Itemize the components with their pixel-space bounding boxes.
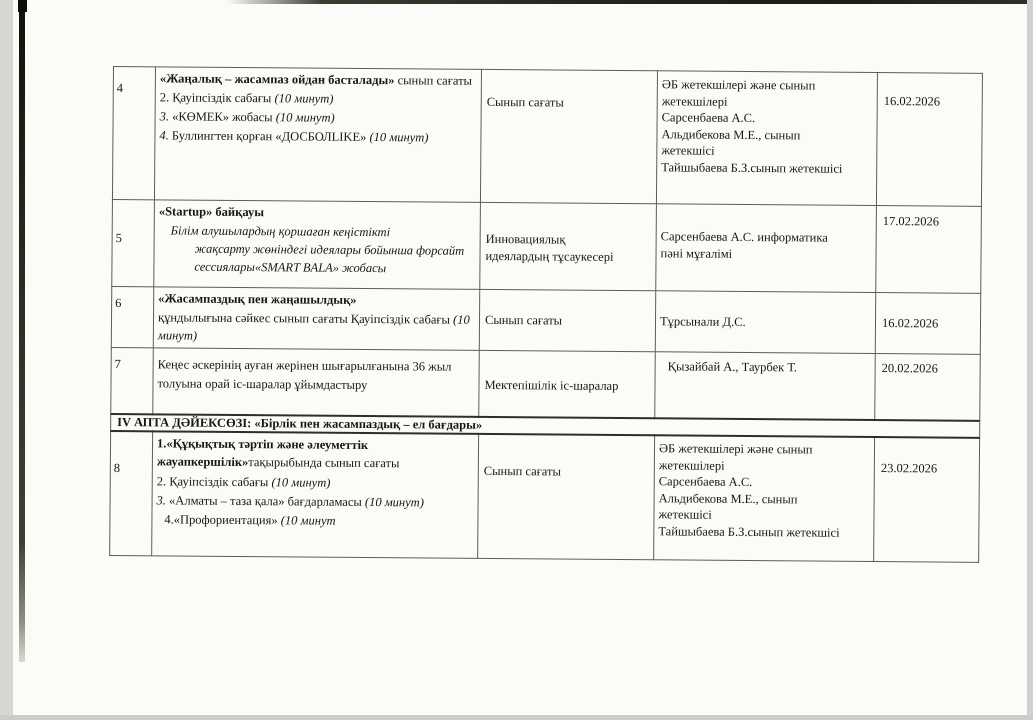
activity-item-4 [159,127,476,148]
row4-date-cell [876,73,982,207]
item-duration: (10 минут) [274,91,334,106]
row6-number-cell [111,286,153,348]
form-label: Сынып сағаты [483,464,561,479]
row7-responsible-cell [655,352,876,420]
scan-spine-edge-top [18,0,27,12]
row8-activity-cell [152,432,479,559]
item-duration: (10 минут [280,513,336,528]
row7-date-cell [875,354,981,421]
table-row-4 [112,67,982,207]
section-header-text: IV АПТА ДӘЙЕКСӨЗІ: «Бірлік пен жасампаздық – ел бағдары» [117,414,483,432]
activity-item-3 [157,491,474,512]
row4-number-cell [112,67,155,200]
item-duration: (10 минут) [157,312,470,343]
row5-activity-cell [154,200,481,290]
row-number: 8 [113,461,121,476]
row4-activity-cell [154,67,481,203]
row4-responsible-cell [656,71,877,206]
activity-item-3 [160,108,477,129]
item-text: Буллингтен қорған «ДОСБОЛLIKE» [168,128,370,145]
item-duration: (10 минут) [364,494,424,510]
responsible-text: Тұрсынали Д.С. [659,314,746,329]
item-text: 2. Қауіпсіздік сабағы [159,90,275,106]
activity-item-2 [160,88,477,109]
date-text: 16.02.2026 [881,315,939,331]
row6-form-cell [479,289,655,352]
activity-text: Кеңес әскерінің ауған жерінен шығарылғанына 36 жыл толуына орай іс-шаралар ұйымдастыру [157,357,452,392]
activity-description [158,221,475,278]
activity-title-rest: сынып сағаты [394,73,473,88]
weekly-plan-table [109,66,983,563]
table-row-5 [112,199,982,293]
item-text: құндылығына сәйкес сынып сағаты Қауіпсіздік сабағы [157,310,454,327]
item-text: «Алматы – таза қала» бағдарламасы [165,493,366,509]
row-number: 5 [115,231,122,246]
activity-item-2 [157,472,474,493]
row-number: 7 [114,357,121,372]
scan-spine-edge [19,0,25,662]
table-row-6 [111,286,980,354]
scan-margin-right [1027,0,1033,720]
date-text: 16.02.2026 [883,94,941,109]
date-text: 23.02.2026 [880,461,938,476]
form-label: Инновациялық идеялардың тұсаукесері [485,231,614,264]
activity-title-bold: «Жаңалық – жасампаз ойдан басталады» [159,71,395,88]
activity-title [157,435,474,474]
date-text: 17.02.2026 [882,214,940,229]
row6-date-cell [875,292,980,354]
responsible-text: ӘБ жетекшілері және сынып жетекшілері Сарсенбаева А.С. Альдибекова М.Е., сынып жетекшісі Тайшыбаева Б.З.сынып жетекшісі [661,77,843,176]
row4-form-cell [480,69,657,203]
row5-responsible-cell [656,204,877,293]
row7-activity-cell [153,348,480,417]
responsible-text: Қызайбай А., Таурбек Т. [667,359,797,375]
scan-edge-top [226,0,1033,4]
activity-title-bold: «Жасампаздық пен жаңашылдық» [158,291,357,307]
row6-responsible-cell [655,291,875,354]
row8-number-cell [110,431,153,555]
description-line: жақсарту жөніндегі идеялары бойынша форсайт [194,241,465,259]
table-row-7 [111,348,980,421]
item-text: «КӨМЕК» жобасы [168,109,276,125]
row8-date-cell [874,437,980,562]
item-duration: (10 минут) [271,474,331,490]
row5-number-cell [112,199,155,286]
item-num: 3. [156,492,167,508]
description-line: сессиялары«SMART BALA» жобасы [194,260,387,276]
item-duration: (10 минут) [369,130,429,145]
item-duration: (10 минут) [275,110,335,125]
form-label: Мектепішілік іс-шаралар [484,378,619,394]
weekly-plan-table-wrap [109,66,983,563]
scan-margin-bottom [0,715,1033,720]
form-label: Сынып сағаты [484,312,563,328]
item-num: 4. [159,128,169,143]
row6-activity-cell [153,287,479,351]
responsible-text: Сарсенбаева А.С. информатика пәні мұғалімі [660,229,828,261]
row5-form-cell [480,202,657,290]
date-text: 20.02.2026 [881,361,938,376]
form-label: Сынып сағаты [486,94,564,110]
activity-text [158,308,475,347]
activity-title [160,69,477,90]
description-line: Білім алушылардың қоршаған кеңістікті [170,223,391,240]
activity-title-rest: тақырыбында сынып сағаты [248,455,400,471]
item-text: 4.«Профориентация» [164,512,281,528]
activity-item-4 [156,510,473,531]
row7-number-cell [111,348,154,414]
table-row-8 [110,431,980,562]
row-number: 6 [115,296,122,311]
activity-title-bold: 1.«Құқықтық тәртіп және әлеуметтік жауапкершілік» [156,436,369,470]
row-number: 4 [116,81,124,96]
activity-title-bold: «Startup» байқауы [158,204,265,220]
row7-form-cell [479,351,656,418]
item-num: 3. [159,109,170,124]
responsible-text: ӘБ жетекшілері және сынып жетекшілері Сарсенбаева А.С. Альдибекова М.Е., сынып жетекшісі Тайшыбаева Б.З.сынып жетекшісі [658,441,840,540]
row8-responsible-cell [654,436,875,562]
row8-form-cell [478,434,655,559]
row5-date-cell [876,206,982,294]
item-text: 2. Қауіпсіздік сабағы [156,473,272,489]
